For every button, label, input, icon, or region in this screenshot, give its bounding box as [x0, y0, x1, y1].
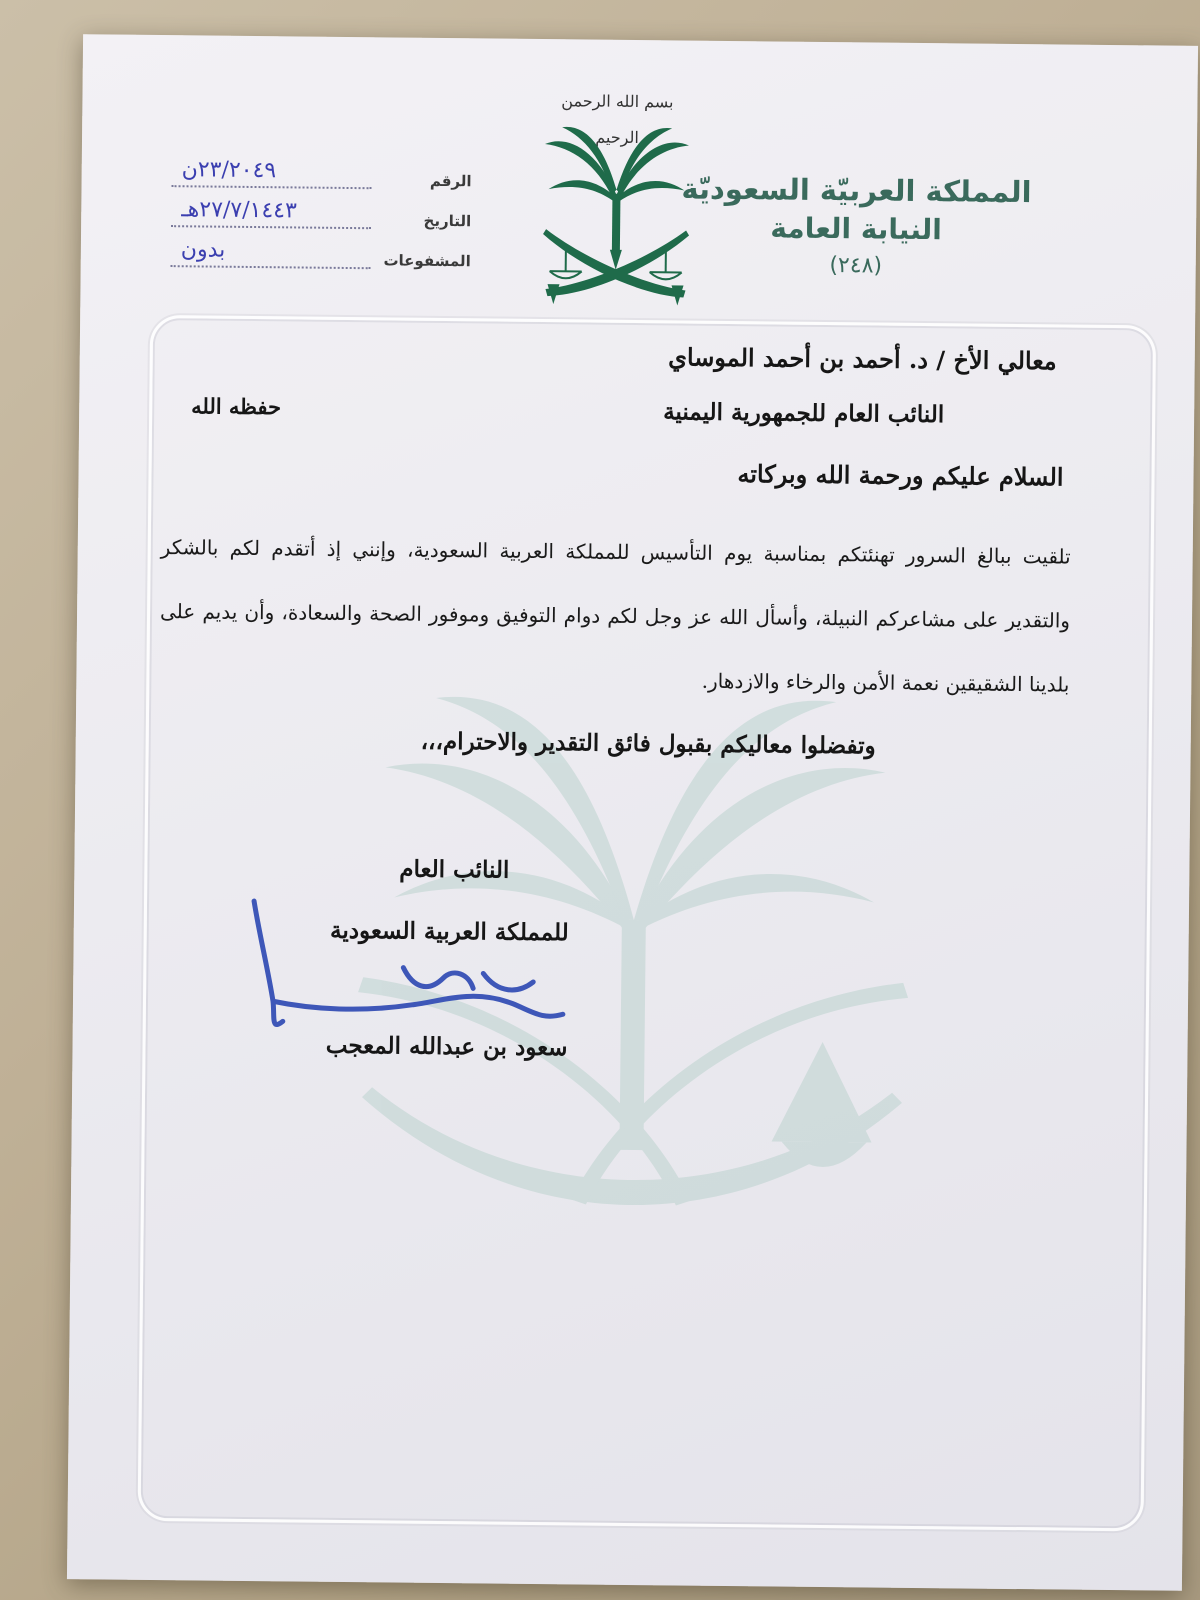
honorific: حفظه الله [191, 393, 282, 420]
addressee-title: النائب العام للجمهورية اليمنية [663, 398, 945, 429]
kingdom-name: المملكة العربيّة السعوديّة [681, 171, 1032, 210]
closing-line: وتفضلوا معاليكم بقبول فائق التقدير والاحترام،،، [420, 727, 876, 760]
agency-name: النيابة العامة [770, 211, 943, 247]
reference-fields [171, 147, 472, 270]
field-number [172, 147, 472, 190]
addressee: معالي الأخ / د. أحمد بن أحمد الموساي [668, 342, 1057, 376]
letter-paper [67, 34, 1198, 1591]
greeting: السلام عليكم ورحمة الله وبركاته [737, 459, 1064, 492]
field-label: التاريخ [423, 211, 472, 231]
saudi-emblem-icon [535, 89, 697, 306]
issuer-header [681, 168, 1032, 286]
field-attachments [171, 227, 471, 270]
signer-title: النائب العام [399, 855, 510, 884]
field-value: ٢٧/٧/١٤٤٣هـ [171, 195, 371, 229]
field-date [171, 187, 471, 230]
agency-code: (٢٤٨) [829, 253, 883, 279]
field-value: بدون [171, 235, 371, 269]
letter-body: تلقيت ببالغ السرور تهنئتكم بمناسبة يوم التأسيس للمملكة العربية السعودية، وإنني إذ أتقدم لكم بالشكر والتقدير على مشاعركم النبيلة، وأسأل الله عز وجل لكم دوام التوفيق وموفور الصحة والسعادة، وأن يديم على بلدينا الشقيقين نعمة الأمن والرخاء والازدهار. [159, 535, 1071, 697]
field-label: المشفوعات [383, 251, 471, 271]
field-label: الرقم [429, 171, 472, 191]
signer-name: سعود بن عبدالله المعجب [325, 1031, 568, 1062]
handwritten-signature [212, 891, 574, 1055]
basmala: بسم الله الرحمن الرحيم [561, 91, 674, 148]
signer-organization: للمملكة العربية السعودية [329, 916, 569, 947]
field-value: ٢٣/٢٠٤٩ن [172, 155, 372, 189]
